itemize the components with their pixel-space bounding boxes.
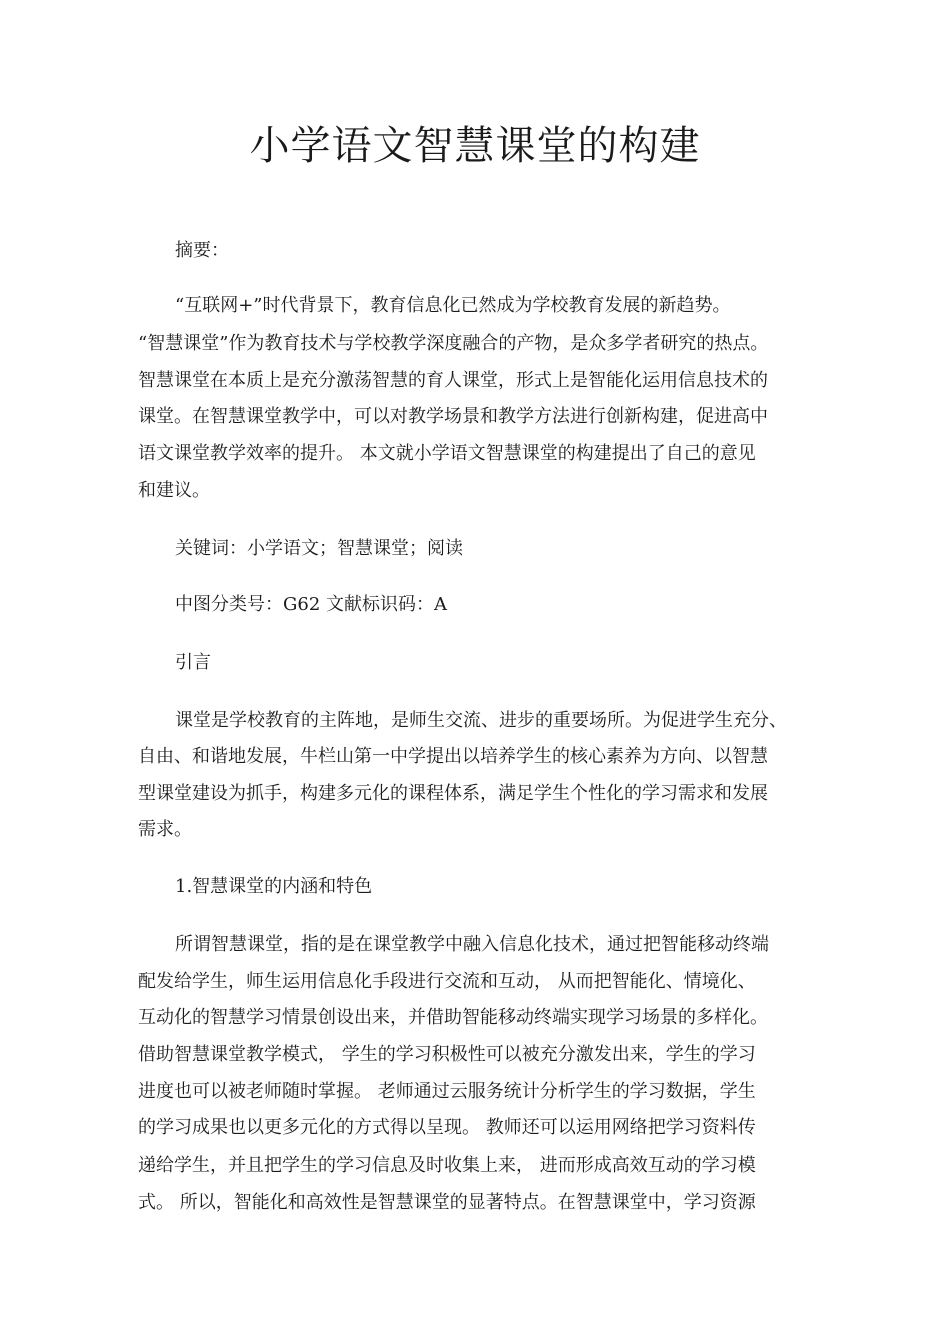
section-line: 递给学生，并且把学生的学习信息及时收集上来， 进而形成高效互动的学习模 [138, 1155, 756, 1176]
section-line: 借助智慧课堂教学模式， 学生的学习积极性可以被充分激发出来，学生的学习 [138, 1044, 756, 1065]
section-heading: 1.智慧课堂的内涵和特色 [175, 876, 373, 897]
section-line: 的学习成果也以更多元化的方式得以呈现。 教师还可以运用网络把学习资料传 [138, 1117, 756, 1138]
intro-line: 课堂是学校教育的主阵地，是师生交流、进步的重要场所。为促进学生充分、 [175, 710, 787, 731]
intro-line: 自由、和谐地发展，牛栏山第一中学提出以培养学生的核心素养为方向、以智慧 [138, 746, 768, 767]
section-line: 式。 所以，智能化和高效性是智慧课堂的显著特点。在智慧课堂中，学习资源 [138, 1192, 756, 1213]
intro-line: 型课堂建设为抓手，构建多元化的课程体系，满足学生个性化的学习需求和发展 [138, 783, 768, 804]
intro-line: 需求。 [138, 819, 192, 840]
abstract-label: 摘要： [175, 240, 229, 261]
keywords: 关键词：小学语文；智慧课堂；阅读 [175, 538, 463, 559]
abstract-line: 和建议。 [138, 480, 210, 501]
classification-number: 中图分类号：G62 文献标识码：A [175, 594, 448, 615]
section-line: 互动化的智慧学习情景创设出来，并借助智能移动终端实现学习场景的多样化。 [138, 1007, 768, 1028]
abstract-line: “智慧课堂”作为教育技术与学校教学深度融合的产物，是众多学者研究的热点。 [138, 333, 769, 354]
document-title: 小学语文智慧课堂的构建 [249, 123, 701, 169]
abstract-line: 智慧课堂在本质上是充分激荡智慧的育人课堂，形式上是智能化运用信息技术的 [138, 370, 768, 391]
section-line: 配发给学生，师生运用信息化手段进行交流和互动， 从而把智能化、情境化、 [138, 971, 756, 992]
abstract-line: 语文课堂教学效率的提升。 本文就小学语文智慧课堂的构建提出了自己的意见 [138, 443, 756, 464]
abstract-line: 课堂。在智慧课堂教学中，可以对教学场景和教学方法进行创新构建，促进高中 [138, 406, 768, 427]
section-line: 所谓智慧课堂，指的是在课堂教学中融入信息化技术，通过把智能移动终端 [175, 934, 769, 955]
section-line: 进度也可以被老师随时掌握。 老师通过云服务统计分析学生的学习数据，学生 [138, 1081, 756, 1102]
abstract-line: “互联网+”时代背景下，教育信息化已然成为学校教育发展的新趋势。 [175, 295, 731, 316]
intro-heading: 引言 [175, 652, 211, 673]
